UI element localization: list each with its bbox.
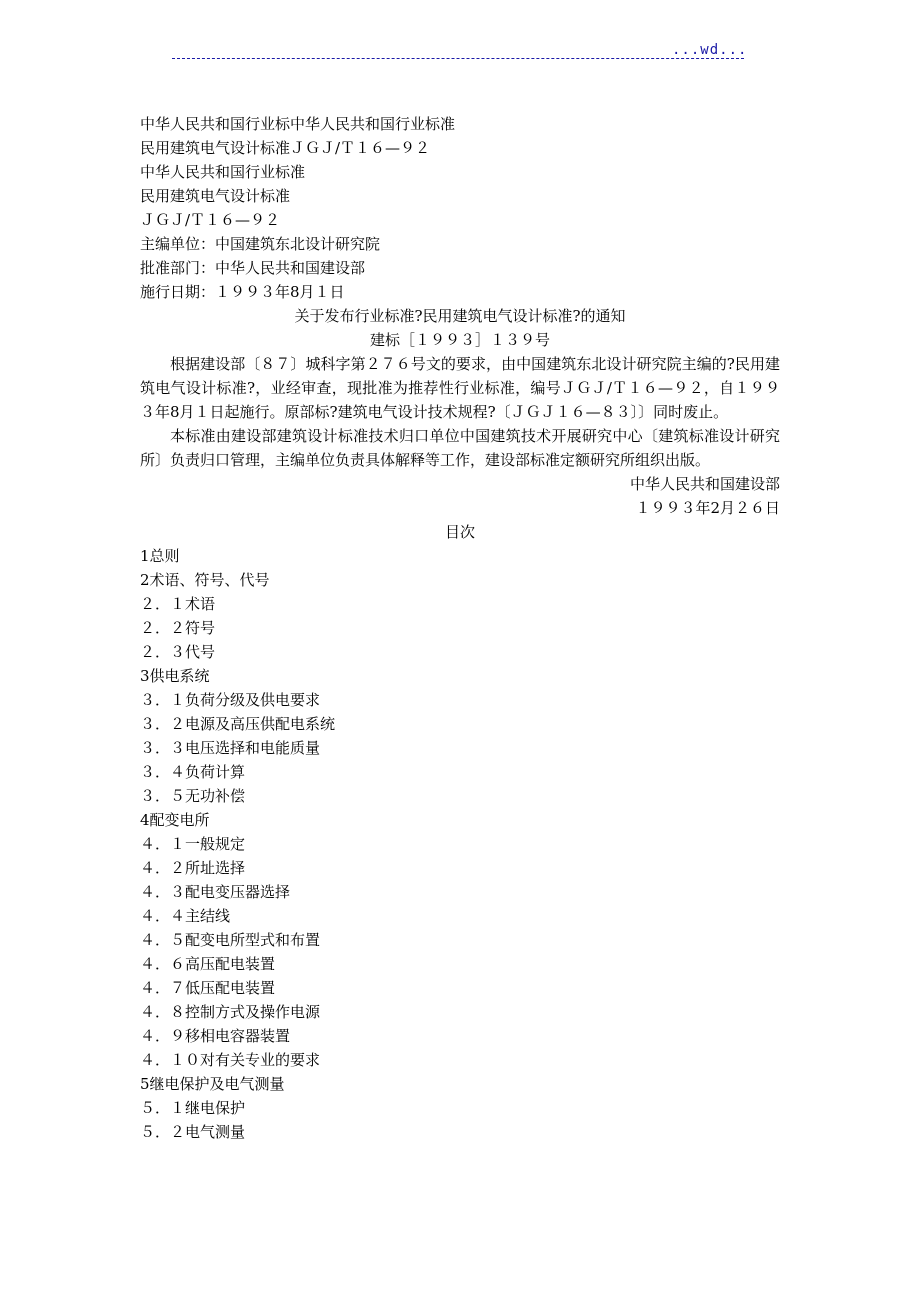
front-matter — [140, 112, 780, 304]
front-line: 民用建筑电气设计标准ＪＧＪ/Ｔ１６—９２ — [140, 139, 431, 157]
toc-item: ３．４负荷计算 — [140, 763, 246, 781]
front-line: 民用建筑电气设计标准 — [140, 187, 291, 205]
front-line: ＪＧＪ/Ｔ１６—９２ — [140, 211, 281, 229]
document-body — [140, 112, 780, 1144]
toc-item: ３．２电源及高压供配电系统 — [140, 715, 336, 733]
notice-section — [140, 304, 780, 520]
notice-paragraph: 根据建设部〔８７〕城科字第２７６号文的要求，由中国建筑东北设计研究院主编的?民用建筑电气设计标准?，业经审查，现批准为推荐性行业标准，编号ＪＧＪ/Ｔ１６—９２，自１９９３年8月１日起施行。原部标?建筑电气设计技术规程?〔ＪＧＪ１６—８３〕〕同时废止。 — [140, 355, 780, 421]
toc-item: ５．２电气测量 — [140, 1123, 246, 1141]
notice-signer: 中华人民共和国建设部 — [629, 475, 780, 493]
front-line: 批准部门：中华人民共和国建设部 — [140, 259, 366, 277]
toc-item: 1总则 — [140, 547, 180, 565]
front-line: 施行日期：１９９３年8月１日 — [140, 283, 345, 301]
toc-item: ４．５配变电所型式和布置 — [140, 931, 321, 949]
toc-item: 4配变电所 — [140, 811, 210, 829]
toc-title: 目次 — [444, 523, 475, 541]
toc-item: ４．３配电变压器选择 — [140, 883, 291, 901]
front-line: 中华人民共和国行业标中华人民共和国行业标准 — [140, 115, 456, 133]
toc-item: ２．３代号 — [140, 643, 216, 661]
toc-item: ２．２符号 — [140, 619, 216, 637]
toc-item: ２．１术语 — [140, 595, 216, 613]
toc-item: ４．８控制方式及操作电源 — [140, 1003, 321, 1021]
toc-item: ５．１继电保护 — [140, 1099, 246, 1117]
front-line: 主编单位：中国建筑东北设计研究院 — [140, 235, 381, 253]
toc-item: ３．３电压选择和电能质量 — [140, 739, 321, 757]
header-rule — [172, 58, 744, 59]
toc-item: ３．５无功补偿 — [140, 787, 246, 805]
toc-item: 3供电系统 — [140, 667, 210, 685]
toc-item: ４．９移相电容器装置 — [140, 1027, 291, 1045]
table-of-contents — [140, 520, 780, 1144]
toc-item: ４．１一般规定 — [140, 835, 246, 853]
toc-item: ４．７低压配电装置 — [140, 979, 276, 997]
toc-item: ４．２所址选择 — [140, 859, 246, 877]
header-mark: ...wd... — [672, 42, 748, 58]
front-line: 中华人民共和国行业标准 — [140, 163, 306, 181]
toc-item: ４．６高压配电装置 — [140, 955, 276, 973]
notice-title: 关于发布行业标准?民用建筑电气设计标准?的通知 — [294, 307, 626, 325]
toc-item: 5继电保护及电气测量 — [140, 1075, 285, 1093]
notice-doc-number: 建标［１９９３］１３９号 — [369, 331, 550, 349]
toc-item: ４．１０对有关专业的要求 — [140, 1051, 321, 1069]
toc-item: ４．４主结线 — [140, 907, 231, 925]
notice-paragraph: 本标准由建设部建筑设计标准技术归口单位中国建筑技术开展研究中心〔建筑标准设计研究所〕负责归口管理，主编单位负责具体解释等工作，建设部标准定额研究所组织出版。 — [140, 427, 780, 469]
toc-item: 2术语、符号、代号 — [140, 571, 270, 589]
toc-item: ３．１负荷分级及供电要求 — [140, 691, 321, 709]
notice-date: １９９３年2月２６日 — [635, 499, 780, 517]
